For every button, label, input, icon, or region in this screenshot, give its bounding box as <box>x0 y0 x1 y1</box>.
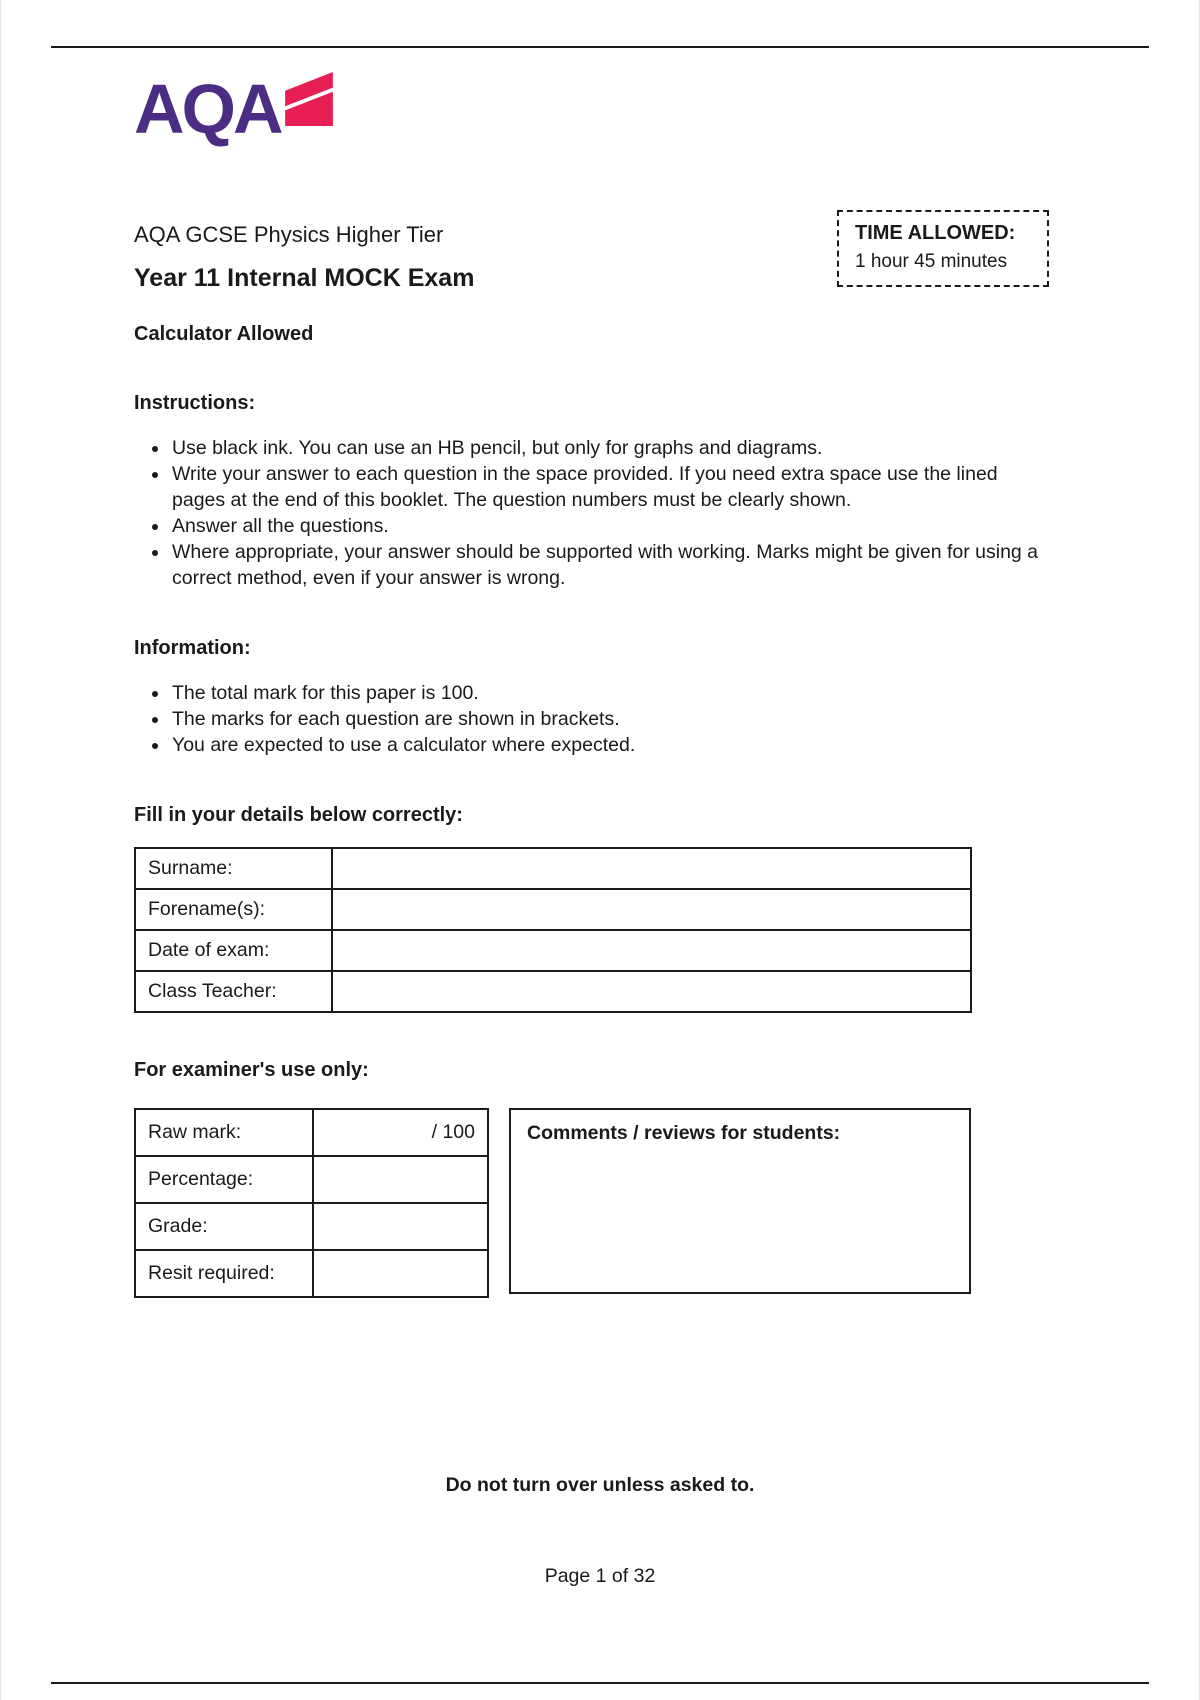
exam-date-label: Date of exam: <box>135 930 332 971</box>
exam-date-field <box>332 930 971 971</box>
exam-title: Year 11 Internal MOCK Exam <box>134 264 475 292</box>
surname-label: Surname: <box>135 848 332 889</box>
course-title: AQA GCSE Physics Higher Tier <box>134 222 444 247</box>
forename-field <box>332 889 971 930</box>
surname-field <box>332 848 971 889</box>
forename-label: Forename(s): <box>135 889 332 930</box>
class-teacher-label: Class Teacher: <box>135 971 332 1012</box>
instruction-item: • Use black ink. You can use an HB pencil, but only for graphs and diagrams. <box>170 435 1039 461</box>
table-row <box>135 848 971 889</box>
turnover-warning: Do not turn over unless asked to. <box>445 1474 755 1496</box>
instruction-item: • Answer all the questions. <box>170 513 1039 539</box>
header-row <box>134 210 1049 293</box>
time-allowed-label: TIME ALLOWED: <box>855 222 1016 244</box>
calculator-allowed-note: Calculator Allowed <box>134 323 314 345</box>
header-titles <box>134 210 474 293</box>
class-teacher-field <box>332 971 971 1012</box>
aqa-logo <box>134 70 1199 166</box>
percentage-label: Percentage: <box>135 1156 313 1203</box>
information-heading: Information: <box>134 637 251 659</box>
examiner-area <box>134 1108 1199 1298</box>
table-row <box>135 971 971 1012</box>
examiner-marks-table <box>134 1108 489 1298</box>
grade-value <box>313 1203 488 1250</box>
grade-label: Grade: <box>135 1203 313 1250</box>
comments-heading: Comments / reviews for students: <box>527 1122 841 1144</box>
examiner-heading: For examiner's use only: <box>134 1059 369 1081</box>
instructions-heading: Instructions: <box>134 392 256 414</box>
table-row <box>135 1109 488 1156</box>
instructions-list <box>134 435 1039 591</box>
bottom-rule <box>51 1682 1149 1684</box>
instruction-item: • Write your answer to each question in the space provided. If you need extra space use the lined pages at the end of this booklet. The question numbers must be clearly shown. <box>170 461 1039 513</box>
time-allowed-box <box>837 210 1049 287</box>
top-rule <box>51 46 1149 48</box>
information-item: • The marks for each question are shown in brackets. <box>170 706 1039 732</box>
raw-mark-label: Raw mark: <box>135 1109 313 1156</box>
raw-mark-value: / 100 <box>313 1109 488 1156</box>
resit-required-value <box>313 1250 488 1297</box>
resit-required-label: Resit required: <box>135 1250 313 1297</box>
student-details-table <box>134 847 972 1013</box>
details-heading: Fill in your details below correctly: <box>134 804 463 826</box>
information-list <box>134 680 1039 758</box>
table-row <box>135 930 971 971</box>
information-item: • You are expected to use a calculator where expected. <box>170 732 1039 758</box>
information-item: • The total mark for this paper is 100. <box>170 680 1039 706</box>
aqa-flash-icon <box>285 72 333 131</box>
page-number: Page 1 of 32 <box>544 1565 656 1587</box>
aqa-logo-text: AQA <box>134 70 281 148</box>
instruction-item: • Where appropriate, your answer should be supported with working. Marks might be given for using a correct method, even if your answer is wrong. <box>170 539 1039 591</box>
table-row <box>135 1250 488 1297</box>
table-row <box>135 1156 488 1203</box>
time-allowed-value: 1 hour 45 minutes <box>855 251 1008 272</box>
comments-box <box>509 1108 971 1294</box>
table-row <box>135 889 971 930</box>
percentage-value <box>313 1156 488 1203</box>
table-row <box>135 1203 488 1250</box>
